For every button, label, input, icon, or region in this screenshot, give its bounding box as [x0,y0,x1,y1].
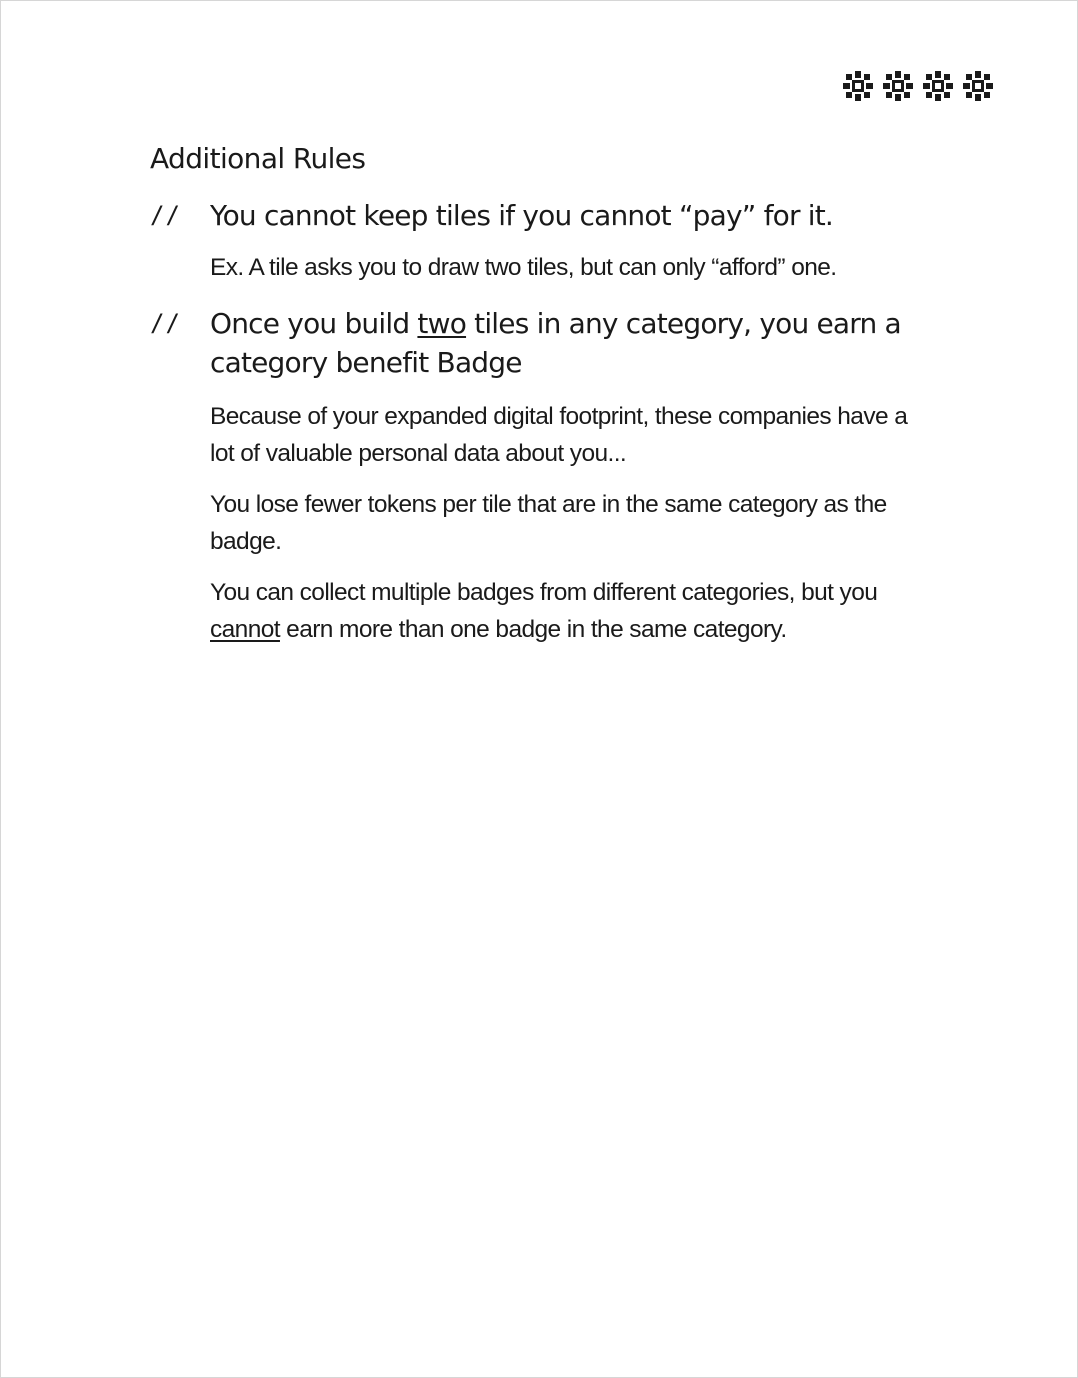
section-title: Additional Rules [150,142,366,175]
rule-heading [210,304,930,382]
paragraph-text: earn more than one badge in the same category. [279,616,787,643]
rule-marker: // [150,201,181,229]
rule-block [150,304,930,648]
rule-paragraph: Because of your expanded digital footprint, these companies have a lot of valuable personal data about you... [210,403,908,467]
rule-block [150,196,930,286]
asterisk-icon [882,70,914,102]
asterisk-icon [842,70,874,102]
rule-head [150,304,930,382]
asterisk-ornament [842,70,994,102]
paragraph-text: You can collect multiple badges from different categories, but you [210,579,878,606]
rule-heading-text: tiles in any category, you earn a category benefit Badge [210,307,901,379]
asterisk-icon [962,70,994,102]
asterisk-icon [922,70,954,102]
underlined-word: cannot [210,616,280,643]
underlined-word: two [417,307,467,340]
rule-marker: // [150,309,181,337]
rule-paragraph: You lose fewer tokens per tile that are in the same category as the badge. [210,491,887,555]
rule-head [150,196,930,235]
rule-example: Ex. A tile asks you to draw two tiles, but can only “afford” one. [210,254,837,281]
rule-heading-text: Once you build [210,307,418,340]
rule-heading: You cannot keep tiles if you cannot “pay” for it. [210,199,834,232]
rule-paragraph [210,574,930,648]
